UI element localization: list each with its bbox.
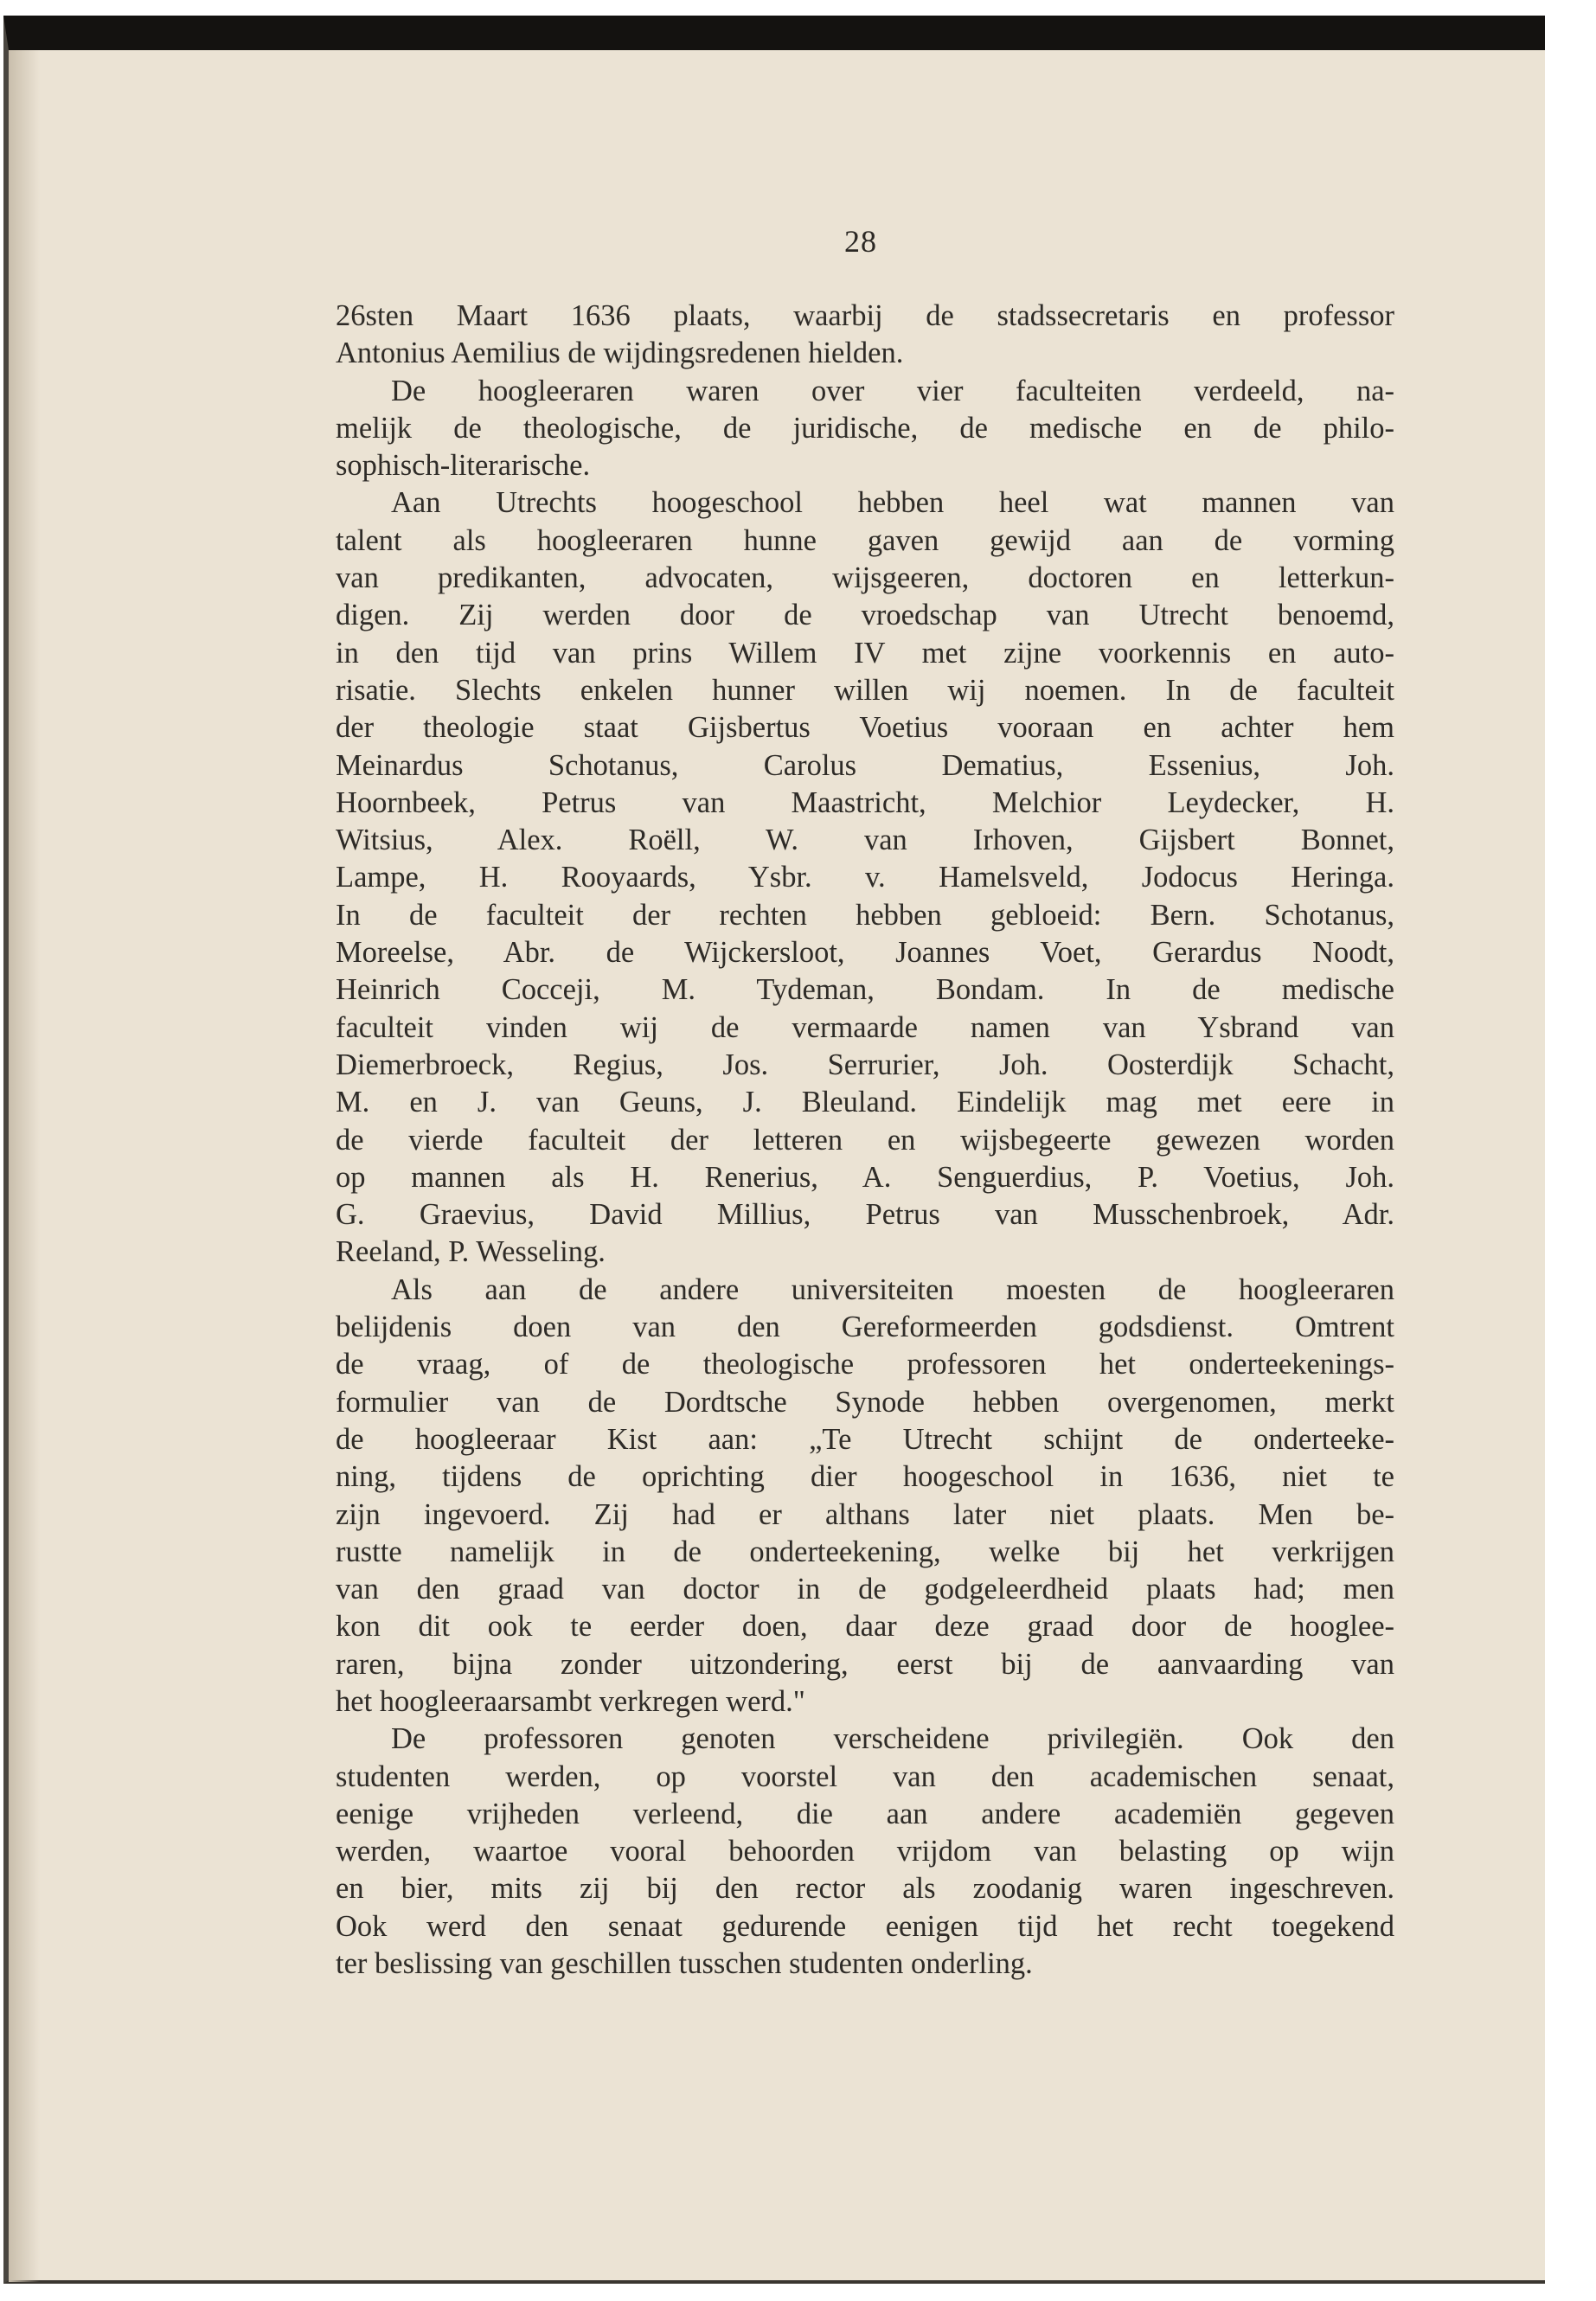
text-line: Hoornbeek, Petrus van Maastricht, Melchior Leydecker, H.: [336, 785, 1394, 819]
text-line: rustte namelijk in de onderteekening, welke bij het verkrijgen: [336, 1535, 1394, 1568]
binding-shadow: [9, 50, 40, 2282]
text-line: Lampe, H. Rooyaards, Ysbr. v. Hamelsveld, Jodocus Heringa.: [336, 861, 1394, 894]
text-line: de vraag, of de theologische professoren het onderteekenings-: [336, 1348, 1394, 1381]
text-line: van predikanten, advocaten, wijsgeeren, doctoren en letterkun-: [336, 561, 1394, 595]
text-line: der theologie staat Gijsbertus Voetius vooraan en achter hem: [336, 711, 1394, 745]
text-line: De professoren genoten verscheidene privilegiën. Ook den: [391, 1722, 1394, 1756]
text-line: M. en J. van Geuns, J. Bleuland. Eindelijk mag met eere in: [336, 1086, 1394, 1119]
text-line: zijn ingevoerd. Zij had er althans later niet plaats. Men be-: [336, 1497, 1394, 1531]
text-line: In de faculteit der rechten hebben gebloeid: Bern. Schotanus,: [336, 898, 1394, 932]
text-line: de hoogleeraar Kist aan: „Te Utrecht schijnt de onderteeke-: [336, 1422, 1394, 1456]
text-line: Als aan de andere universiteiten moesten de hoogleeraren: [391, 1272, 1394, 1306]
scan-margin: [1545, 16, 1596, 2284]
text-line: ning, tijdens de oprichting dier hoogeschool in 1636, niet te: [336, 1460, 1394, 1494]
text-line: werden, waartoe vooral behoorden vrijdom van belasting op wijn: [336, 1835, 1394, 1868]
text-line: kon dit ook te eerder doen, daar deze graad door de hooglee-: [336, 1610, 1394, 1644]
text-line: studenten werden, op voorstel van den academischen senaat,: [336, 1759, 1394, 1793]
text-line: De hoogleeraren waren over vier faculteiten verdeeld, na-: [391, 374, 1394, 407]
text-line: raren, bijna zonder uitzondering, eerst bij de aanvaarding van: [336, 1647, 1394, 1681]
text-line: het hoogleeraarsambt verkregen werd.": [336, 1684, 805, 1718]
text-line: Aan Utrechts hoogeschool hebben heel wat mannen van: [391, 486, 1394, 520]
text-line: Ook werd den senaat gedurende eenigen tijd het recht toegekend: [336, 1909, 1394, 1943]
page-number: 28: [844, 224, 877, 259]
text-line: Witsius, Alex. Roëll, W. van Irhoven, Gijsbert Bonnet,: [336, 824, 1394, 857]
text-line: talent als hoogleeraren hunne gaven gewijd aan de vorming: [336, 523, 1394, 557]
text-line: de vierde faculteit der letteren en wijsbegeerte gewezen worden: [336, 1123, 1394, 1157]
text-line: risatie. Slechts enkelen hunner willen wij noemen. In de faculteit: [336, 673, 1394, 707]
text-line: ter beslissing van geschillen tusschen studenten onderling.: [336, 1947, 1033, 1981]
body-text: [336, 298, 1394, 1983]
text-line: van den graad van doctor in de godgeleerdheid plaats had; men: [336, 1573, 1394, 1606]
text-line: digen. Zij werden door de vroedschap van Utrecht benoemd,: [336, 599, 1394, 632]
text-line: eenige vrijheden verleend, die aan andere academiën gegeven: [336, 1797, 1394, 1830]
text-line: Heinrich Cocceji, M. Tydeman, Bondam. In de medische: [336, 973, 1394, 1007]
text-line: melijk de theologische, de juridische, de medische en de philo-: [336, 411, 1394, 445]
text-line: op mannen als H. Renerius, A. Senguerdius, P. Voetius, Joh.: [336, 1160, 1394, 1194]
text-line: en bier, mits zij bij den rector als zoodanig waren ingeschreven.: [336, 1872, 1394, 1906]
text-line: Reeland, P. Wesseling.: [336, 1235, 606, 1269]
text-line: sophisch-literarische.: [336, 449, 591, 483]
text-line: G. Graevius, David Millius, Petrus van Musschenbroek, Adr.: [336, 1198, 1394, 1232]
text-line: Antonius Aemilius de wijdingsredenen hielden.: [336, 336, 904, 370]
text-line: 26sten Maart 1636 plaats, waarbij de stadssecretaris en professor: [336, 299, 1394, 332]
text-line: Meinardus Schotanus, Carolus Dematius, Essenius, Joh.: [336, 748, 1394, 782]
text-line: in den tijd van prins Willem IV met zijne voorkennis en auto-: [336, 636, 1394, 670]
text-line: belijdenis doen van den Gereformeerden godsdienst. Omtrent: [336, 1311, 1394, 1344]
text-line: formulier van de Dordtsche Synode hebben overgenomen, merkt: [336, 1385, 1394, 1419]
text-line: Diemerbroeck, Regius, Jos. Serrurier, Joh. Oosterdijk Schacht,: [336, 1048, 1394, 1081]
text-line: faculteit vinden wij de vermaarde namen van Ysbrand van: [336, 1010, 1394, 1044]
text-line: Moreelse, Abr. de Wijckersloot, Joannes Voet, Gerardus Noodt,: [336, 936, 1394, 970]
